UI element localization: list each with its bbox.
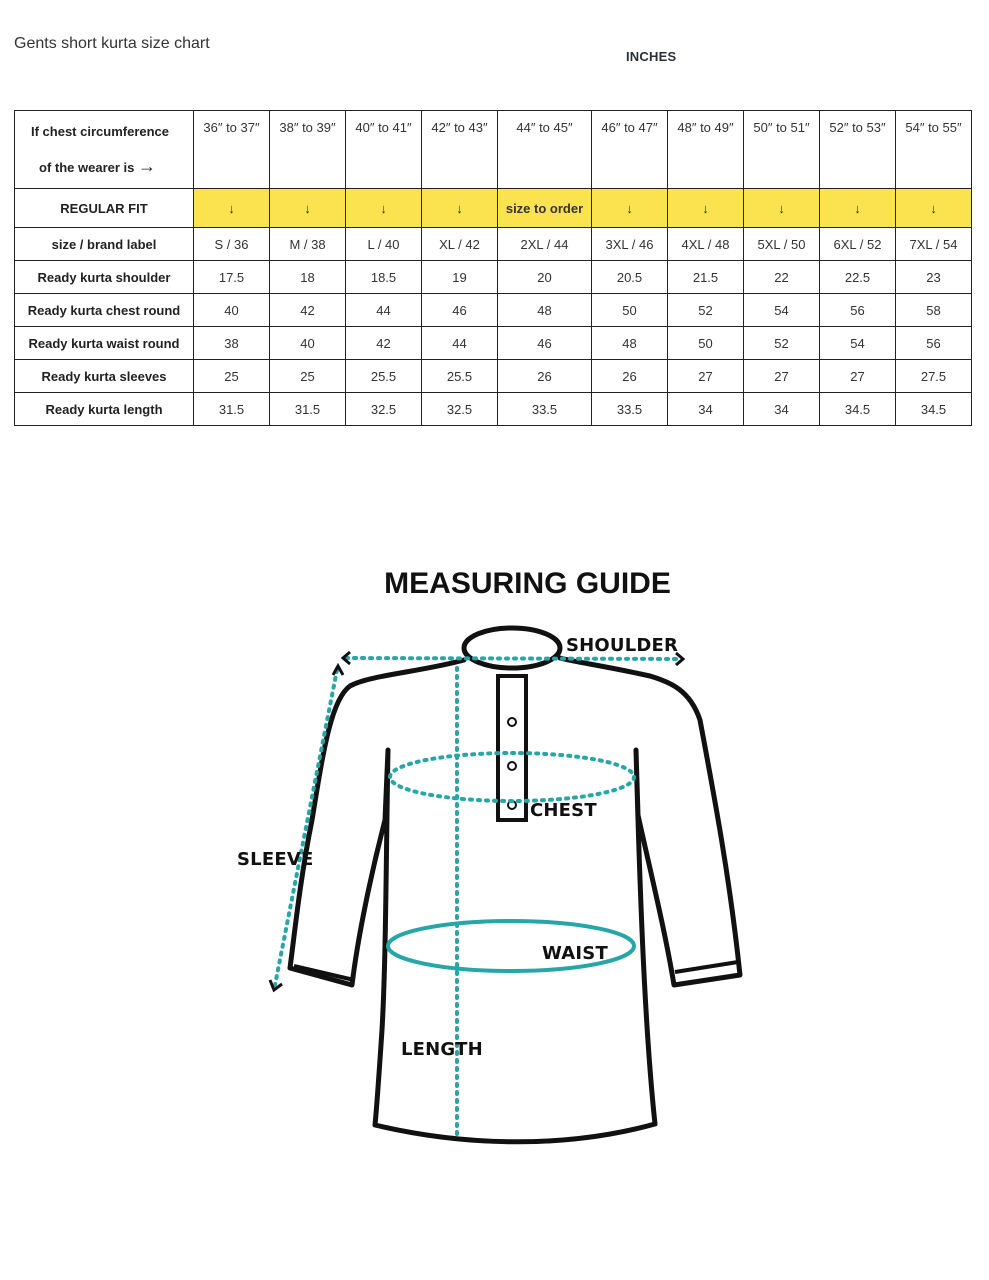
chest-range-cell: 50″ to 51″	[744, 111, 820, 189]
table-cell: 50	[592, 294, 668, 327]
table-cell: 40	[194, 294, 270, 327]
chest-range-cell: 54″ to 55″	[896, 111, 972, 189]
down-arrow-icon: ↓	[422, 189, 498, 228]
table-cell: 26	[498, 360, 592, 393]
table-cell: 4XL / 48	[668, 228, 744, 261]
table-cell: 18.5	[346, 261, 422, 294]
table-cell: 20	[498, 261, 592, 294]
table-cell: 33.5	[498, 393, 592, 426]
table-cell: L / 40	[346, 228, 422, 261]
table-cell: 22.5	[820, 261, 896, 294]
table-cell: 44	[422, 327, 498, 360]
down-arrow-icon: ↓	[194, 189, 270, 228]
chest-label: CHEST	[530, 800, 597, 821]
table-cell: 58	[896, 294, 972, 327]
table-cell: XL / 42	[422, 228, 498, 261]
row-label: Ready kurta shoulder	[15, 261, 194, 294]
table-cell: 52	[668, 294, 744, 327]
table-cell: S / 36	[194, 228, 270, 261]
table-cell: 32.5	[422, 393, 498, 426]
table-cell: 46	[422, 294, 498, 327]
table-cell: 2XL / 44	[498, 228, 592, 261]
down-arrow-icon: ↓	[820, 189, 896, 228]
down-arrow-icon: ↓	[592, 189, 668, 228]
table-cell: 32.5	[346, 393, 422, 426]
table-cell: 3XL / 46	[592, 228, 668, 261]
chest-range-cell: 38″ to 39″	[270, 111, 346, 189]
down-arrow-icon: ↓	[270, 189, 346, 228]
measuring-guide-title: MEASURING GUIDE	[384, 567, 671, 600]
down-arrow-icon: ↓	[896, 189, 972, 228]
table-cell: 34.5	[820, 393, 896, 426]
table-cell: 23	[896, 261, 972, 294]
table-cell: 19	[422, 261, 498, 294]
chest-range-cell: 46″ to 47″	[592, 111, 668, 189]
right-cuff	[675, 962, 738, 972]
right-arrow-icon: →	[138, 155, 156, 176]
regular-fit-label: REGULAR FIT	[15, 189, 194, 228]
table-cell: 44	[346, 294, 422, 327]
table-cell: 46	[498, 327, 592, 360]
table-cell: 48	[498, 294, 592, 327]
table-cell: 27	[668, 360, 744, 393]
shoulder-measure-line	[346, 658, 680, 659]
table-cell: 42	[270, 294, 346, 327]
length-label: LENGTH	[401, 1039, 483, 1060]
chest-range-cell: 52″ to 53″	[820, 111, 896, 189]
shoulder-label: SHOULDER	[566, 635, 679, 656]
chest-range-cell: 48″ to 49″	[668, 111, 744, 189]
chest-range-cell: 42″ to 43″	[422, 111, 498, 189]
down-arrow-icon: ↓	[744, 189, 820, 228]
table-cell: 31.5	[270, 393, 346, 426]
table-cell: 38	[194, 327, 270, 360]
waist-label: WAIST	[542, 943, 608, 964]
table-cell: 22	[744, 261, 820, 294]
units-label: INCHES	[626, 49, 677, 64]
table-cell: 17.5	[194, 261, 270, 294]
table-cell: 34	[668, 393, 744, 426]
sleeve-label: SLEEVE	[237, 849, 314, 870]
table-cell: 27	[744, 360, 820, 393]
row-label: Ready kurta waist round	[15, 327, 194, 360]
chest-range-cell: 40″ to 41″	[346, 111, 422, 189]
size-to-order-cell: size to order	[498, 189, 592, 228]
table-cell: 25	[194, 360, 270, 393]
table-cell: 34.5	[896, 393, 972, 426]
row-label: Ready kurta sleeves	[15, 360, 194, 393]
table-cell: M / 38	[270, 228, 346, 261]
row-label: Ready kurta chest round	[15, 294, 194, 327]
table-cell: 42	[346, 327, 422, 360]
chest-range-cell: 44″ to 45″	[498, 111, 592, 189]
chest-range-header-line1: If chest circumference	[31, 123, 170, 139]
table-cell: 5XL / 50	[744, 228, 820, 261]
table-cell: 54	[820, 327, 896, 360]
table-cell: 48	[592, 327, 668, 360]
table-cell: 54	[744, 294, 820, 327]
table-cell: 52	[744, 327, 820, 360]
table-cell: 56	[820, 294, 896, 327]
collar	[464, 628, 560, 668]
row-label: Ready kurta length	[15, 393, 194, 426]
table-cell: 34	[744, 393, 820, 426]
button-icon	[508, 718, 516, 726]
down-arrow-icon: ↓	[668, 189, 744, 228]
table-cell: 31.5	[194, 393, 270, 426]
table-cell: 21.5	[668, 261, 744, 294]
sleeve-measure-line	[275, 670, 337, 985]
document-title: Gents short kurta size chart	[14, 35, 210, 52]
table-cell: 27	[820, 360, 896, 393]
table-cell: 56	[896, 327, 972, 360]
row-label: size / brand label	[15, 228, 194, 261]
chest-range-cell: 36″ to 37″	[194, 111, 270, 189]
table-cell: 25	[270, 360, 346, 393]
table-cell: 20.5	[592, 261, 668, 294]
table-cell: 18	[270, 261, 346, 294]
table-cell: 26	[592, 360, 668, 393]
placket	[498, 676, 526, 820]
table-cell: 33.5	[592, 393, 668, 426]
table-cell: 25.5	[346, 360, 422, 393]
down-arrow-icon: ↓	[346, 189, 422, 228]
table-cell: 27.5	[896, 360, 972, 393]
table-cell: 6XL / 52	[820, 228, 896, 261]
table-cell: 40	[270, 327, 346, 360]
table-cell: 50	[668, 327, 744, 360]
table-cell: 7XL / 54	[896, 228, 972, 261]
button-icon	[508, 762, 516, 770]
table-cell: 25.5	[422, 360, 498, 393]
chest-range-header-line2: of the wearer is	[39, 159, 135, 175]
